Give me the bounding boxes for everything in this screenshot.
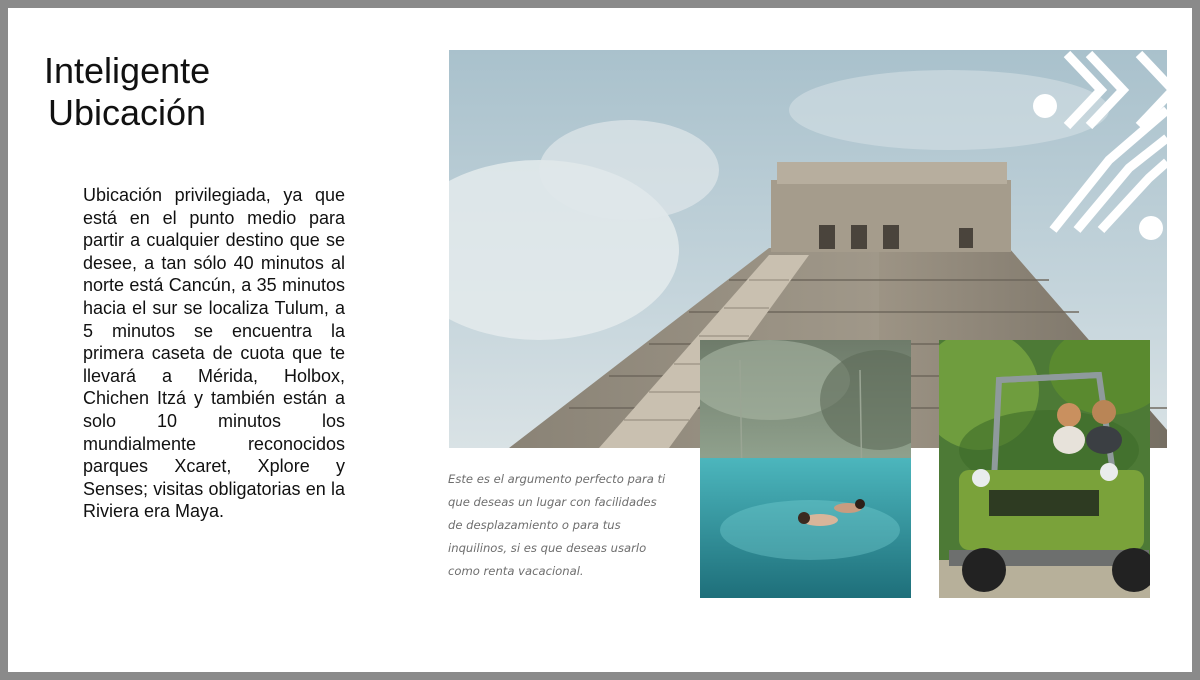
title-line-1: Inteligente <box>44 50 211 91</box>
buggy-photo <box>939 340 1150 598</box>
slide <box>8 8 1192 672</box>
cenote-photo <box>700 340 911 598</box>
body-paragraph: Ubicación privilegiada, ya que está en el punto medio para partir a cualquier destino que se desee, a tan sólo 40 minutos al norte está Cancún, a 35 minutos hacia el sur se localiza Tulum, a 5 minutos se encuentra la primera caseta de cuota que te llevará a Mérida, Holbox, Chichen Itzá y también están a solo 10 minutos los mundialmente reconocidos parques Xcaret, Xplore y Senses; visitas obligatorias en la Riviera era Maya. <box>83 185 345 522</box>
title-line-2: Ubicación <box>48 92 207 133</box>
slide-title <box>44 50 384 134</box>
caption-text: Este es el argumento perfecto para ti que deseas un lugar con facilidades de desplazamiento o para tus inquilinos, si es que deseas usarlo como renta vacacional. <box>448 472 666 578</box>
